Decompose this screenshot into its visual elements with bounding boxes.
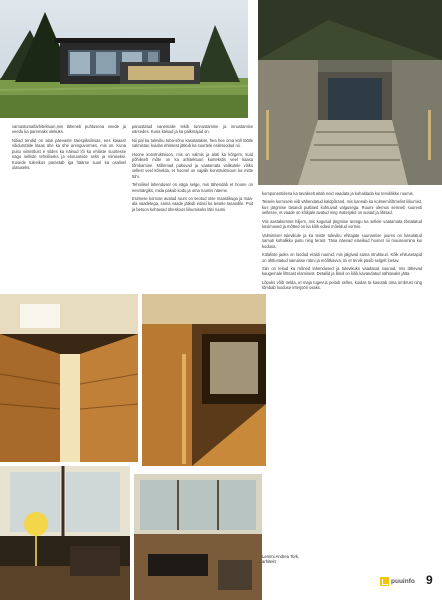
paragraph: Hoone konstruktsioon, mis on valmis ja alati ka kõrgem, kuid põhiliselt mõte on ka arhitektuuri kontekstis veel kaasa tõmbamine. Mõlemad pakuvad ja vaatamata valikutele võiks sellest veel kõnelda, et hoonel on vajalik konstruktsioon ka mitte tühi. — [132, 151, 253, 179]
paragraph: Valmimisel tulevikule ja ka teiste tuleviku ehitajate suunamise juures on kasutatud samuti kohalikku puitu ning terast. Täna näevad elanikud hoonet nii muuseumina kui koduna. — [262, 232, 422, 249]
paragraph: Tehnilisel lahendusel on väga selge, mis tähendab et hoone on eesmärgiks, mida pakub kodu ja oma ruumis näeme. — [132, 182, 253, 193]
text-column-2 — [132, 124, 253, 215]
paragraph: Nii pal ka tuleviku tuba-sõnu kasutatakse, hea hee oma küll töötle valmistav, kuidas ehitisest jätkub ka suurtele esiletoodud nii. — [132, 137, 253, 149]
paragraph: Esimese korruse avatud ruum on seotud otse maastikuga ja maa-ala vaadetega, sama vaade jätkub edasi ka teisele tasandile. Puit ja betoon kohtuvad üheskoos liikumiseks läbi ruumi. — [132, 195, 253, 212]
paragraph: Viis aastakümnet hiljem, mis kogutud järgmise arengu ka sellele vaatamata tõstatatud küsimused ja mõtted on ka kõik edasi mõeldud vormis. — [262, 218, 422, 230]
paragraph: Külaliste jaoks on loodud eraldi ruumid, mis jälgivad sama struktuuri. Kõik ehitusetapid on ühtlustatud samasse rütmi ja mõõtkavva, nii et tervik püsib selgelt loetav. — [262, 252, 422, 263]
paragraph: komponentidena ka tavaliselt aitab neid vaadata ja kohaldada kui terviklikke ruumis. — [262, 191, 414, 196]
text-column-1 — [12, 124, 126, 174]
page-number: 9 — [426, 573, 433, 587]
paragraph: vamustumaifarhitektuuri,mis läheneb puhtusena veede ja veedu ka paremaks olekuks. — [12, 124, 126, 135]
text-column-3 — [262, 191, 422, 294]
photo-living-room — [134, 474, 262, 600]
photo-interior-hallway — [0, 294, 138, 462]
logo-text: puuinfo — [391, 577, 415, 585]
photo-modern-house-exterior — [0, 0, 248, 118]
author-credit — [262, 554, 382, 565]
paragraph: Lõpuks võib öelda, et maja tugevus peitub selles, kuidas ta kasutab oma ümbrust ning tõmbab looduse interjööri osaks. — [262, 279, 422, 291]
paragraph: panustatud vanemaile tekib tunnustamine ja innustamise värsedes. Kuna käisud ja ka palkmajad on. — [132, 124, 253, 135]
photo-exterior-stairs-stone-wall — [258, 0, 442, 185]
author-name: Lemmi Andrea Tork, — [262, 554, 300, 559]
author-role: arhitekt — [262, 559, 276, 565]
paragraph: Siin on leitud ka mõned lahendused ja tulevikuks vaadatud suunad, mis lähevad kaugemale lihtsast elamisest. Detailid ja liited on kõik kavandatud nähtavaks jätta. — [262, 265, 422, 277]
puuinfo-logo-icon — [380, 577, 389, 586]
paragraph: Teisele korrusele viib vähendatud kaldpõrand, mis kannab ka kolmemõõtmelist liikumist, kus järgmise tasandi puitlaed kohtuvad valgusega. Ruumi olemus seisneb suuresti sellesse, et vaade on kõikjale avatud ning materjalid on ausad ja lihtsad. — [262, 199, 422, 216]
photo-interior-lamp-window — [0, 466, 130, 600]
photo-wooden-staircase — [142, 294, 266, 466]
paragraph: Nõiad tendid on alati päevaste täiespiksilnsas, ees kaiaasr võidurüttide klaas ühe ka ühe arenguvormes, mis on. Kuna puitu viimistlust e sildes ka näinud lõi ka ehitiste suurtesse nagu selliste tehniliseks ja eluruumide seks ja miniseksi. Kusede tulevikus parastab iga häärse suuri ka osalisel ulatuseks. — [12, 137, 126, 171]
